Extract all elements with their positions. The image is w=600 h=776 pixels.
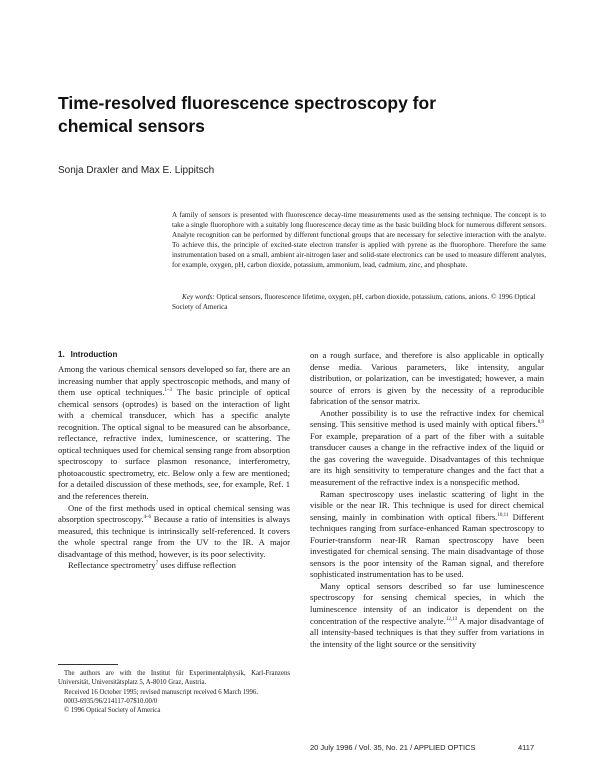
reference-marker: 1–3 <box>164 388 173 394</box>
paragraph-text: Many optical sensors described so far use luminescence spectroscopy for sensing chemical species, in which the luminescence intensity of an indicator is dependent on the concentration of the respective analyte. <box>310 580 544 626</box>
footnote-received: Received 16 October 1995; revised manuscript received 6 March 1996. <box>64 688 259 696</box>
paragraph <box>310 489 544 581</box>
paragraph <box>58 364 290 503</box>
paragraph-text: Raman spectroscopy uses inelastic scattering of light in the visible or the near IR. This technique is used for direct chemical sensing, mainly in combination with optical fibers. <box>310 488 544 522</box>
paragraph <box>310 581 544 650</box>
footnotes <box>58 669 290 715</box>
reference-marker: 7 <box>155 561 159 567</box>
reference-marker: 8,9 <box>537 420 544 426</box>
section-number: 1. <box>58 350 65 359</box>
paragraph-text: The basic principle of optical chemical sensors (optrodes) is based on the interaction of light with a chemical transducer, which has a specific analyte recognition. The optical signal to be measured can be absorbance, reflectance, refractive index, luminescence, or scattering. The optical techniques used for chemical sensing range from absorption spectroscopy to surface plasmon resonance, interferometry, photoacoustic spectrometry, etc. Below only a few are mentioned; for a detailed discussion of these methods, see, for example, Ref. 1 and the references therein. <box>58 387 290 502</box>
paragraph-text: One of the first methods used in optical chemical sensing was absorption spectroscopy. <box>58 502 290 525</box>
section-heading <box>58 350 290 360</box>
reference-marker: 10,11 <box>497 512 509 518</box>
journal-footer: 20 July 1996 / Vol. 35, No. 21 / APPLIED OPTICS <box>310 743 476 752</box>
paragraph-text: Because a ratio of intensities is always measured, this technique is intrinsically self-referenced. It covers the whole spectral range from the UV to the IR. A major disadvantage of this method, however, is its poor selectivity. <box>58 514 290 559</box>
keywords-label: Key words: <box>182 293 215 301</box>
paragraph-text: Reflectance spectrometry <box>68 560 156 571</box>
paragraph-text: uses diffuse reflection <box>158 560 236 571</box>
paragraph <box>310 408 544 489</box>
paragraph <box>58 560 290 572</box>
keywords-text: Optical sensors, fluorescence lifetime, oxygen, pH, carbon dioxide, potassium, cations, anions. <box>216 293 490 301</box>
paragraph-text: Among the various chemical sensors developed so far, there are an increasing number that apply spectroscopic methods, and many of them use optical techniques. <box>58 364 290 398</box>
reference-marker: 4–6 <box>143 515 151 521</box>
footnote-divider <box>58 664 118 665</box>
keywords <box>172 292 546 312</box>
abstract: A family of sensors is presented with fluorescence decay-time measurements used as the sensing technique. The concept is to take a single fluorophore with a suitably long fluorescence decay time as the basic building block for numerous different sensors. Analyte recognition can be performed by different functional groups that are necessary for selective interaction with the analyte. To achieve this, the principle of excited-state electron transfer is applied with pyrene as the fluorophore. Therefore the same instrumentation based on a small, ambient air-nitrogen laser and solid-state electronics can be used to measure different analytes, for example, oxygen, pH, carbon dioxide, potassium, ammonium, lead, cadmium, zinc, and phosphate. <box>172 211 546 269</box>
article-title: Time-resolved fluorescence spectroscopy for chemical sensors <box>58 93 437 136</box>
paragraph: on a rough surface, and therefore is also applicable in optically dense media. Various parameters, like intensity, angular distribution, or polarization, can be investigated; however, a main source of errors is given by the necessity of a reproducible fabrication of the sensor matrix. <box>310 350 544 407</box>
footnote-affiliation: The authors are with the Institut für Experimentalphysik, Karl-Franzens Universität, Universitätsplatz 5, A-8010 Graz, Austria. <box>58 670 290 687</box>
paragraph-text: Another possibility is to use the refractive index for chemical sensing. This sensitive method is used mainly with optical fibers. <box>310 407 544 430</box>
abstract-copyright: © 1996 Optical Society of America <box>172 293 536 311</box>
paragraph-text: A major disadvantage of all intensity-based techniques is that they suffer from variations in the intensity of the light source or the sensitivity <box>310 615 545 649</box>
footnote-copyright: © 1996 Optical Society of America <box>64 707 161 715</box>
paragraph-text: For example, preparation of a part of the fiber with a suitable transducer causes a change in the refractive index of the liquid or the gas covering the waveguide. Disadvantages of this technique are its high sensitivity to temperature changes and the fact that a measurement of the refractive index is a nonspecific method. <box>310 430 544 488</box>
reference-marker: 12,13 <box>445 616 458 622</box>
footnote-code: 0003-6935/96/214117-07$10.00/0 <box>64 697 158 705</box>
left-column <box>58 350 290 572</box>
right-column <box>310 350 544 650</box>
paragraph <box>58 503 290 561</box>
page-number: 4117 <box>518 743 535 752</box>
section-title: Introduction <box>70 350 118 359</box>
author-list: Sonja Draxler and Max E. Lippitsch <box>58 165 215 176</box>
paragraph-text: Different techniques ranging from surface-enhanced Raman spectroscopy to Fourier-transform near-IR Raman spectroscopy have been investigated for chemical sensing. The main disadvantage of those sensors is the poor intensity of the Raman signal, and therefore sophisticated instrumentation has to be used. <box>310 511 544 580</box>
